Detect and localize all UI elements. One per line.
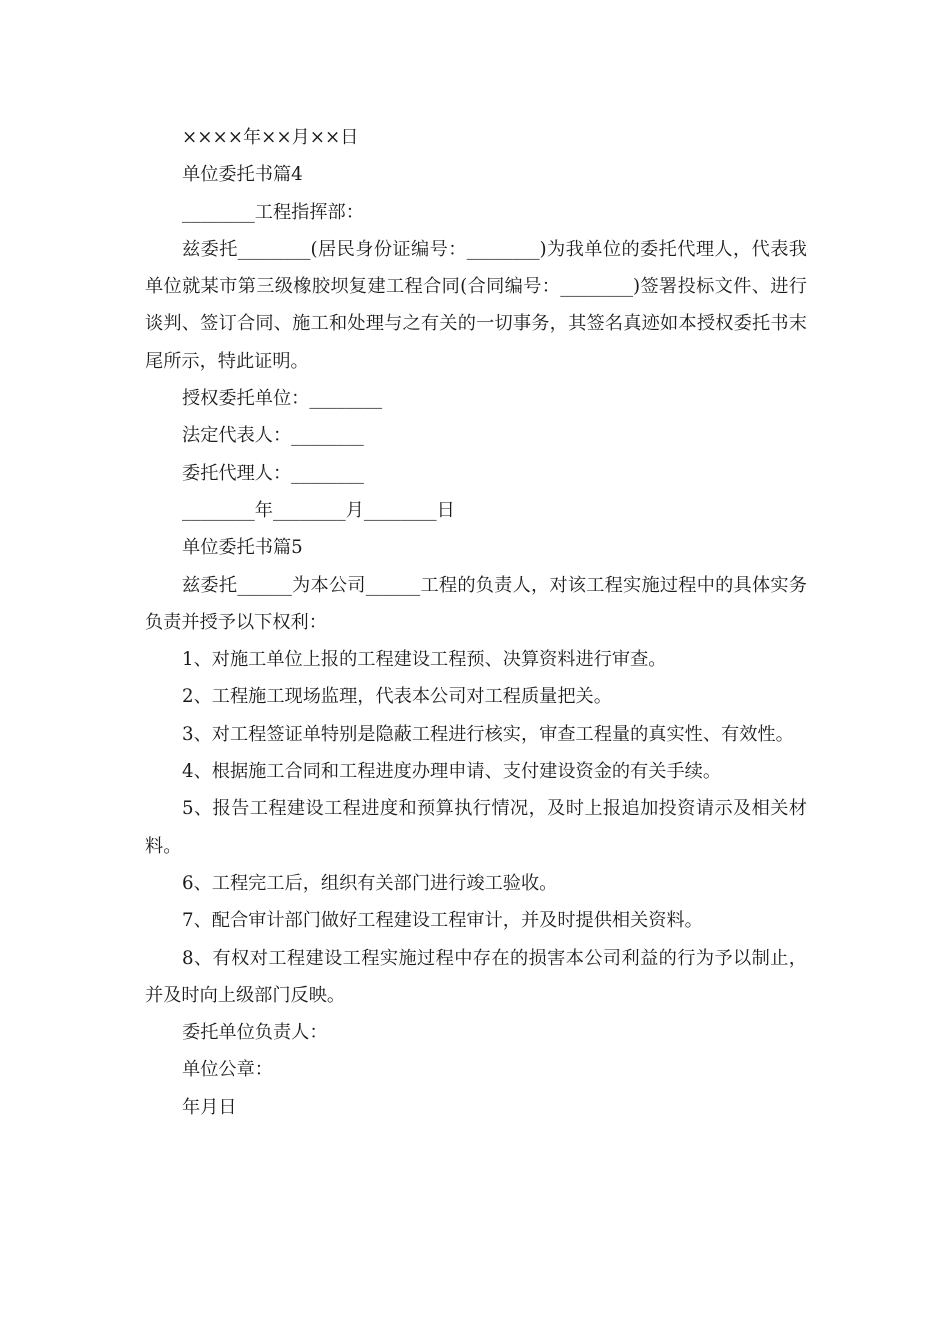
list-item-5: 5、报告工程建设工程进度和预算执行情况，及时上报追加投资请示及相关材料。 [145,798,807,857]
list-item-6: 6、工程完工后，组织有关部门进行竣工验收。 [182,872,558,894]
section-heading-5: 单位委托书篇5 [182,537,303,559]
blank-date-line: ________年________月________日 [182,499,455,521]
section-heading-4: 单位委托书篇4 [182,164,303,186]
agent-line: 委托代理人：________ [182,462,364,484]
list-item-8: 8、有权对工程建设工程实施过程中存在的损害本公司利益的行为予以制止，并及时向上级部门反映。 [145,947,807,1006]
date-line: ××××年××月××日 [182,127,359,148]
list-item-3: 3、对工程签证单特别是隐蔽工程进行核实，审查工程量的真实性、有效性。 [182,723,794,745]
closing-date-line: 年月日 [182,1096,237,1118]
legal-representative-line: 法定代表人：________ [182,425,364,447]
list-item-4: 4、根据施工合同和工程进度办理申请、支付建设资金的有关手续。 [182,761,722,783]
addressee-line: ________工程指挥部： [182,201,364,223]
responsible-person-line: 委托单位负责人： [182,1022,328,1044]
unit-seal-line: 单位公章： [182,1059,273,1081]
authorizing-unit-line: 授权委托单位：________ [182,388,383,410]
authorization-paragraph: 兹委托________(居民身份证编号：________)为我单位的委托代理人，代表我单位就某市第三级橡胶坝复建工程合同(合同编号：________)签署投标文件、进行谈判、签订合同、施工和处理与之有关的一切事务，其签名真迹如本授权委托书末尾所示，特此证明。 [145,238,807,372]
list-item-7: 7、配合审计部门做好工程建设工程审计，并及时提供相关资料。 [182,910,703,932]
list-item-2: 2、工程施工现场监理，代表本公司对工程质量把关。 [182,686,612,708]
document-page [145,119,807,1126]
list-item-1: 1、对施工单位上报的工程建设工程预、决算资料进行审查。 [182,649,667,671]
delegation-paragraph: 兹委托______为本公司______工程的负责人，对该工程实施过程中的具体实务负责并授予以下权利： [145,574,807,633]
